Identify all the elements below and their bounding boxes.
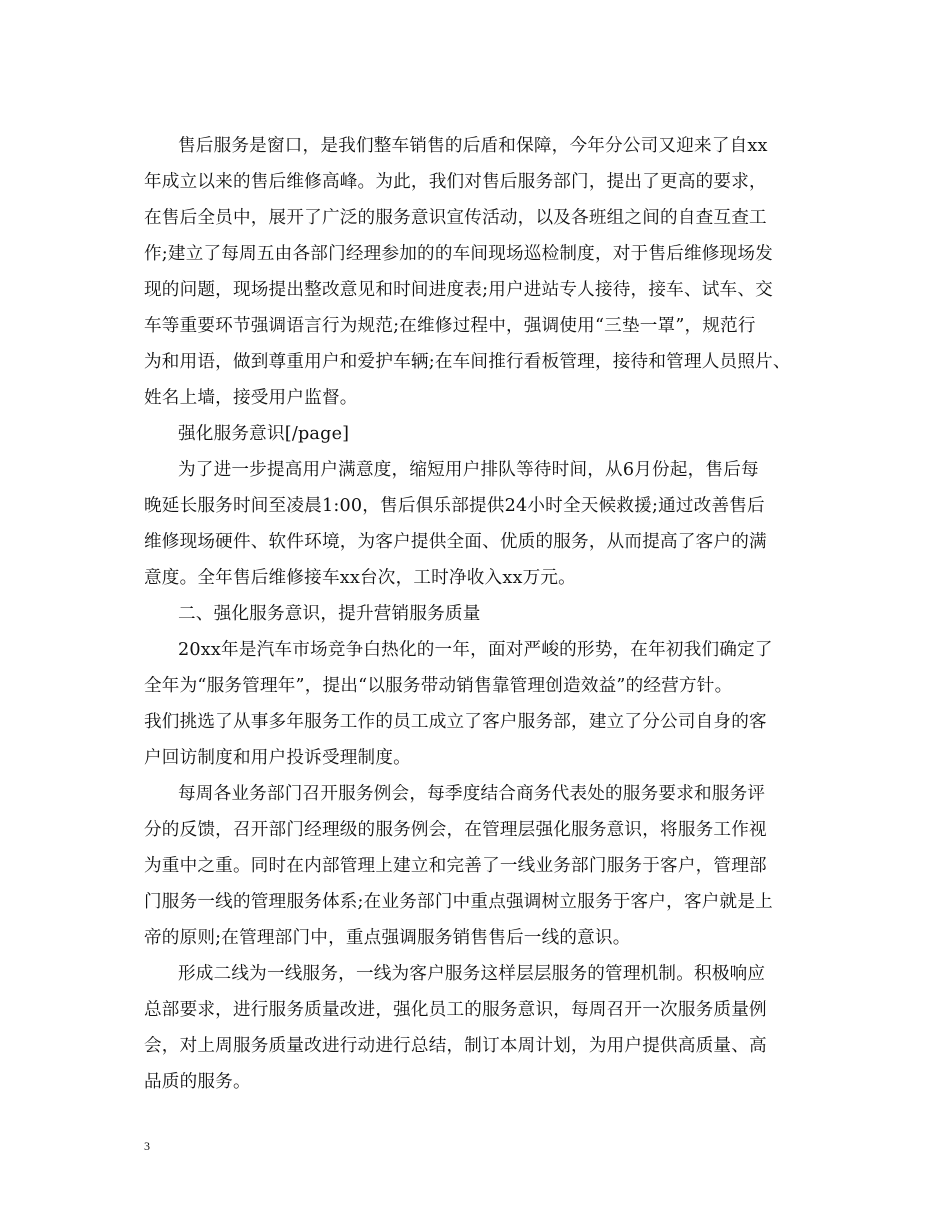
text-line: 车等重要环节强调语言行为规范;在维修过程中，强调使用“三垫一罩”，规范行 bbox=[144, 316, 756, 336]
text-line: 帝的原则;在管理部门中，重点强调服务销售售后一线的意识。 bbox=[144, 928, 631, 948]
text-line: 现的问题，现场提出整改意见和时间进度表;用户进站专人接待，接车、试车、交 bbox=[144, 280, 773, 300]
text-line: 意度。全年售后维修接车xx台次，工时净收入xx万元。 bbox=[144, 568, 576, 588]
text-line: 售后服务是窗口，是我们整车销售的后盾和保障，今年分公司又迎来了自xx bbox=[178, 136, 768, 156]
text-line: 每周各业务部门召开服务例会，每季度结合商务代表处的服务要求和服务评 bbox=[178, 784, 766, 804]
text-line: 晚延长服务时间至凌晨1:00，售后俱乐部提供24小时全天候救援;通过改善售后 bbox=[144, 496, 765, 516]
text-line: 作;建立了每周五由各部门经理参加的的车间现场巡检制度，对于售后维修现场发 bbox=[144, 244, 773, 264]
text-line: 户回访制度和用户投诉受理制度。 bbox=[144, 748, 411, 768]
text-line: 20xx年是汽车市场竞争白热化的一年，面对严峻的形势，在年初我们确定了 bbox=[178, 640, 773, 660]
text-line: 总部要求，进行服务质量改进，强化员工的服务意识，每周召开一次服务质量例 bbox=[144, 1000, 767, 1020]
text-line: 分的反馈，召开部门经理级的服务例会，在管理层强化服务意识，将服务工作视 bbox=[144, 820, 767, 840]
text-line: 会，对上周服务质量改进行动进行总结，制订本周计划，为用户提供高质量、高 bbox=[144, 1036, 767, 1056]
text-line: 年成立以来的售后维修高峰。为此，我们对售后服务部门，提出了更高的要求， bbox=[144, 172, 767, 192]
section-heading: 二、强化服务意识，提升营销服务质量 bbox=[178, 604, 481, 624]
text-line: 形成二线为一线服务，一线为客户服务这样层层服务的管理机制。积极响应 bbox=[178, 964, 766, 984]
text-line: 维修现场硬件、软件环境，为客户提供全面、优质的服务，从而提高了客户的满 bbox=[144, 532, 767, 552]
text-line: 品质的服务。 bbox=[144, 1072, 251, 1092]
text-line: 为重中之重。同时在内部管理上建立和完善了一线业务部门服务于客户，管理部 bbox=[144, 856, 767, 876]
text-line: 为了进一步提高用户满意度，缩短用户排队等待时间，从6月份起，售后每 bbox=[178, 460, 759, 480]
section-heading: 强化服务意识[/page] bbox=[178, 424, 350, 444]
text-line: 门服务一线的管理服务体系;在业务部门中重点强调树立服务于客户，客户就是上 bbox=[144, 892, 773, 912]
text-line: 姓名上墙，接受用户监督。 bbox=[144, 388, 358, 408]
text-line: 在售后全员中，展开了广泛的服务意识宣传活动，以及各班组之间的自查互查工 bbox=[144, 208, 767, 228]
text-line: 为和用语，做到尊重用户和爱护车辆;在车间推行看板管理，接待和管理人员照片、 bbox=[144, 352, 791, 372]
text-line: 我们挑选了从事多年服务工作的员工成立了客户服务部，建立了分公司自身的客 bbox=[144, 712, 767, 732]
page-number: 3 bbox=[144, 1139, 150, 1153]
text-line: 全年为“服务管理年”，提出“以服务带动销售靠管理创造效益”的经营方针。 bbox=[144, 676, 733, 696]
